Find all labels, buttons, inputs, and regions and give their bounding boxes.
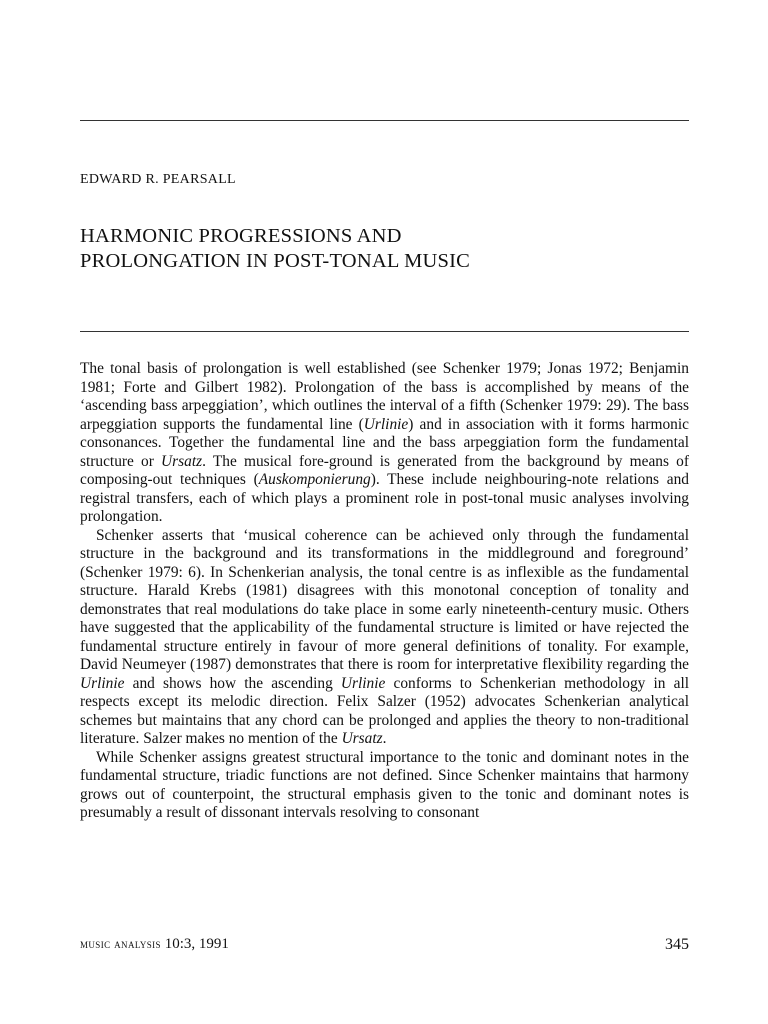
italic-term: Ursatz [161, 452, 203, 470]
title-line-1: HARMONIC PROGRESSIONS AND [80, 225, 402, 247]
italic-term: Auskomponierung [258, 471, 371, 488]
top-rule [80, 120, 689, 121]
italic-term: Urlinie [340, 674, 386, 692]
italic-term: Urlinie [363, 415, 409, 433]
journal-name: music analysis [80, 936, 161, 951]
paragraph-1: The tonal basis of prolongation is well established (see Schenker 1979; Jonas 1972; Benjamin 1981; Forte and Gilbert 1982). Prolongation of the bass is accomplished by means of the ‘ascending bass arpeggiation’, which outlines the interval of a fifth (Schenker 1979: 29). The bass arpeggiation supports the fundamental line (Urlinie) and in association with it forms harmonic consonances. Together the fundamental line and the bass arpeggiation form the fundamental structure or Ursatz. The musical fore-ground is generated from the background by means of composing-out techniques (Auskomponierung). These include neighbouring-note relations and registral transfers, each of which plays a prominent role in post-tonal music analyses involving prolongation. [80, 360, 689, 525]
author-name: EDWARD R. PEARSALL [80, 172, 236, 187]
page-footer [80, 936, 689, 958]
journal-citation [80, 936, 229, 953]
title-line-2: PROLONGATION IN POST-TONAL MUSIC [80, 250, 471, 272]
title-rule [80, 331, 689, 332]
journal-issue: 10:3, 1991 [160, 936, 229, 952]
article-title [80, 224, 470, 274]
article-body [80, 360, 689, 823]
page-number: 345 [665, 936, 689, 953]
italic-term: Ursatz [341, 730, 383, 747]
paragraph-2: Schenker asserts that ‘musical coherence can be achieved only through the fundamental structure in the background and its transformations in the middleground and foreground’ (Schenker 1979: 6). In Schenkerian analysis, the tonal centre is as inflexible as the fundamental structure. Harald Krebs (1981) disagrees with this monotonal conception of tonality and demonstrates that real modulations do take place in some early nineteenth-century music. Others have suggested that the applicability of the fundamental structure is limited or have rejected the fundamental structure entirely in favour of more general definitions of tonality. For example, David Neumeyer (1987) demonstrates that there is room for interpretative flexibility regarding the Urlinie and shows how the ascending Urlinie conforms to Schenkerian methodology in all respects except its melodic direction. Felix Salzer (1952) advocates Schenkerian analytical schemes but maintains that any chord can be prolonged and applies the theory to non-traditional literature. Salzer makes no mention of the Ursatz. [80, 526, 689, 747]
paragraph-3: While Schenker assigns greatest structural importance to the tonic and dominant notes in the fundamental structure, triadic functions are not defined. Since Schenker maintains that harmony grows out of counterpoint, the structural emphasis given to the tonic and dominant notes is presumably a result of dissonant intervals resolving to consonant [80, 748, 689, 821]
italic-term: Urlinie [80, 674, 125, 692]
